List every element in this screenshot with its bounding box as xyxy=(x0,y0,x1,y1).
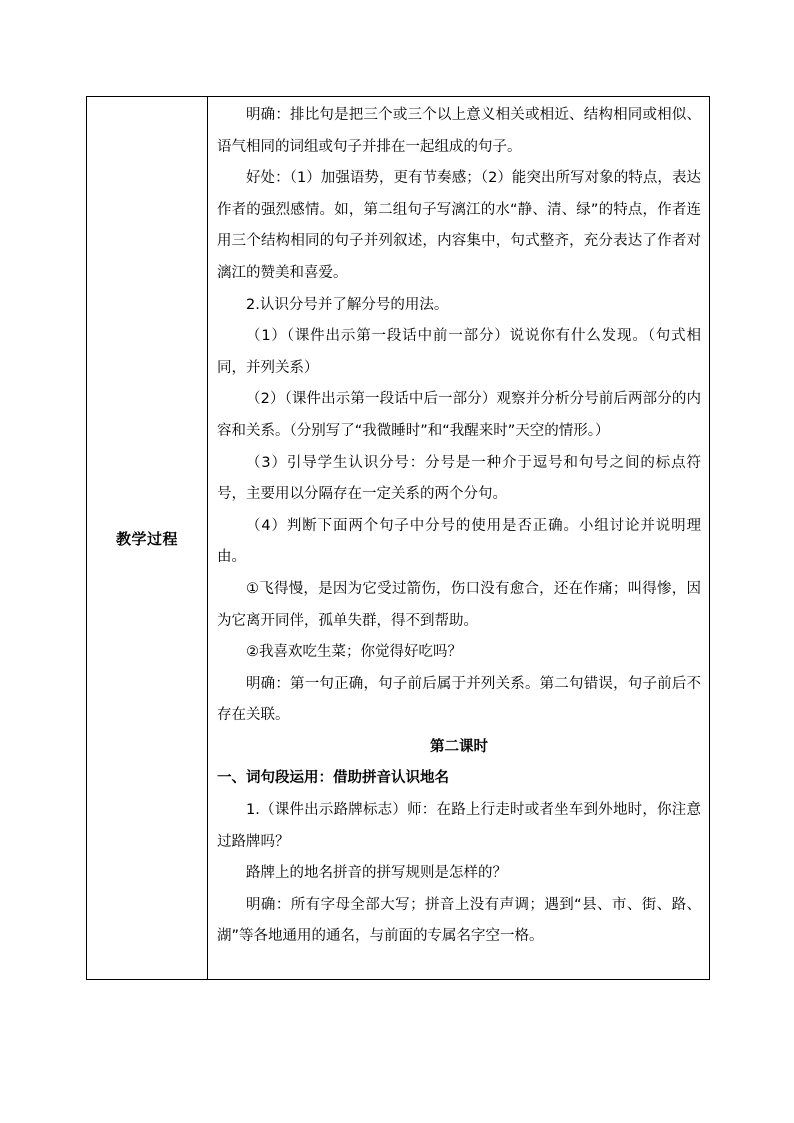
paragraph: 2.认识分号并了解分号的用法。 xyxy=(246,296,449,313)
lesson-title: 第二课时 xyxy=(430,738,488,755)
paragraph: 明确：排比句是把三个或三个以上意义相关或相近、结构相同或相似、语气相同的词组或句子并排在一起组成的句子。 xyxy=(217,107,701,155)
paragraph: （4）判断下面两个句子中分号的使用是否正确。小组讨论并说明理由。 xyxy=(217,517,701,566)
content-cell xyxy=(208,97,710,980)
table-row xyxy=(87,97,710,980)
paragraph: ①飞得慢，是因为它受过箭伤，伤口没有愈合，还在作痛；叫得惨，因为它离开同伴，孤单失群，得不到帮助。 xyxy=(217,580,701,629)
paragraph: ②我喜欢吃生菜；你觉得好吃吗？ xyxy=(246,644,462,661)
paragraph: （1）（课件出示第一段话中前一部分）说说你有什么发现。（句式相同，并列关系） xyxy=(217,328,701,376)
paragraph: 路牌上的地名拼音的拼写规则是怎样的？ xyxy=(246,865,507,882)
paragraph: （2）（课件出示第一段话中后一部分）观察并分析分号前后两部分的内容和关系。（分别写了“我微睡时”和“我醒来时”天空的情形。） xyxy=(217,391,701,439)
lesson-plan-table xyxy=(86,96,710,980)
paragraph: （3）引导学生认识分号：分号是一种介于逗号和句号之间的标点符号，主要用以分隔存在一定关系的两个分句。 xyxy=(217,454,701,503)
paragraph: 好处：（1）加强语势，更有节奏感；（2）能突出所写对象的特点，表达作者的强烈感情。如，第二组句子写漓江的水“静、清、绿”的特点，作者连用三个结构相同的句子并列叙述，内容集中，句式整齐，充分表达了作者对漓江的赞美和喜爱。 xyxy=(217,170,701,281)
content-body xyxy=(208,97,709,953)
paragraph: 1.（课件出示路牌标志）师：在路上行走时或者坐车到外地时，你注意过路牌吗？ xyxy=(217,802,701,850)
paragraph: 明确：所有字母全部大写；拼音上没有声调；遇到“县、市、街、路、湖”等各地通用的通名，与前面的专属名字空一格。 xyxy=(217,896,701,945)
section-heading: 一、词句段运用：借助拼音认识地名 xyxy=(217,770,449,787)
paragraph: 明确：第一句正确，句子前后属于并列关系。第二句错误，句子前后不存在关联。 xyxy=(217,675,701,724)
row-label-cell xyxy=(87,97,208,980)
row-label: 教学过程 xyxy=(115,529,178,548)
